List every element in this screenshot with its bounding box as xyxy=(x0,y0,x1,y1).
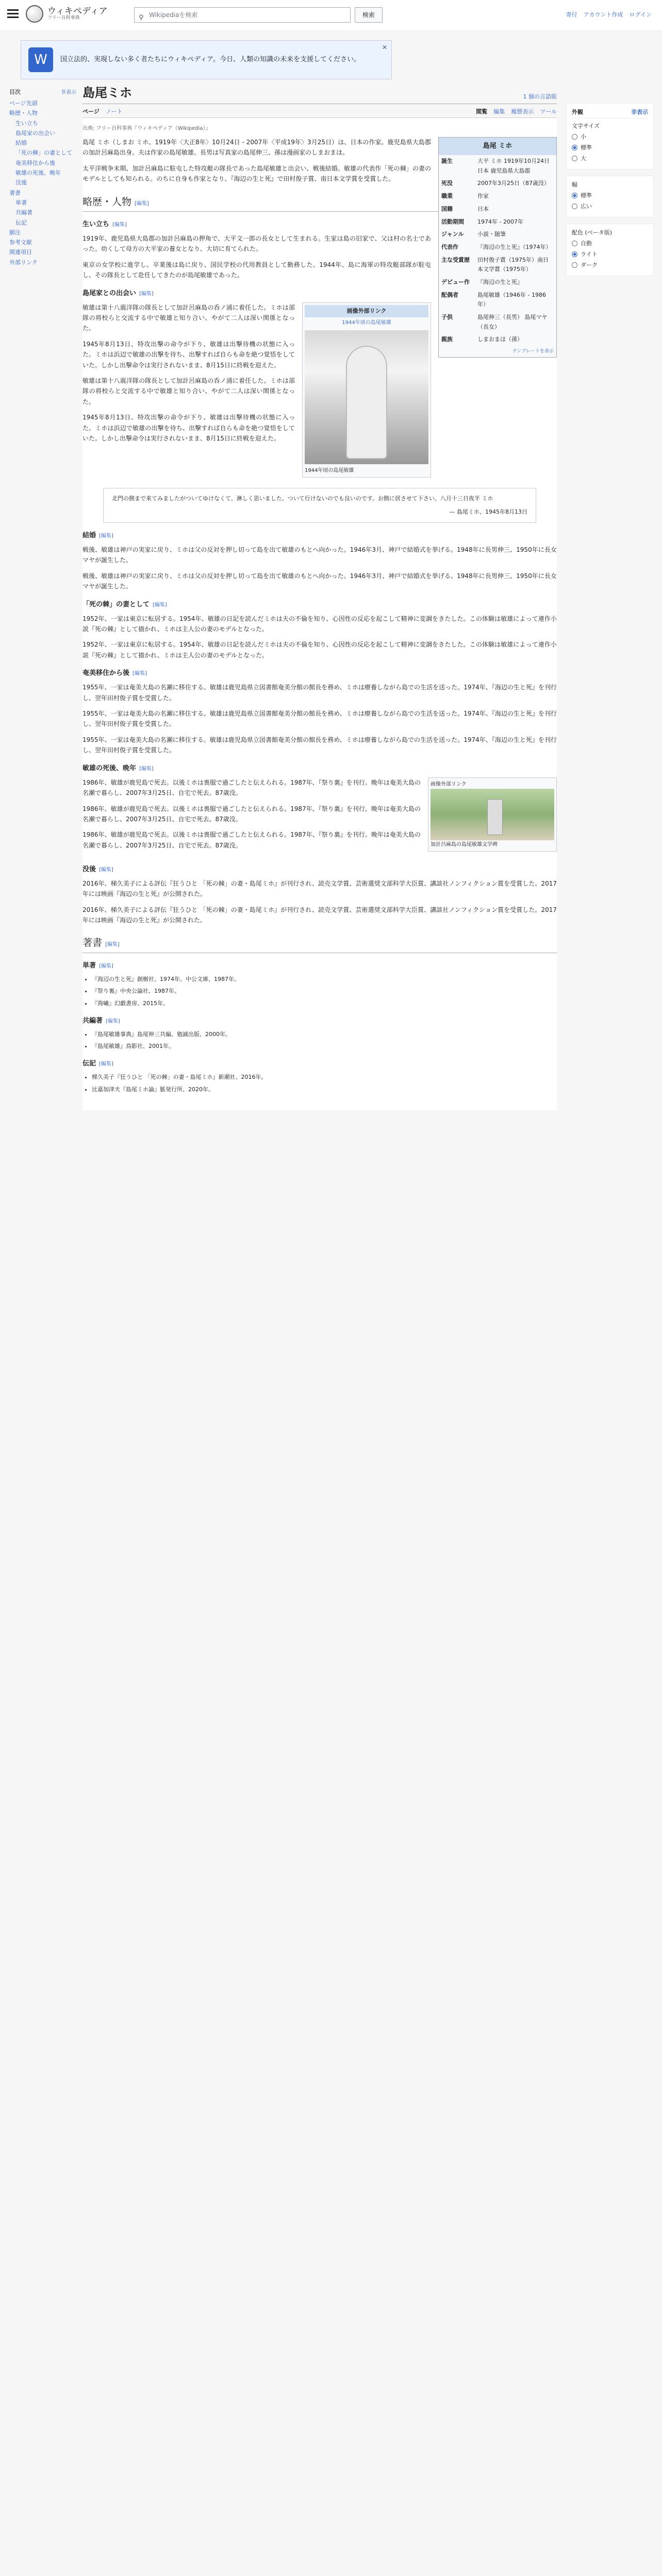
infobox-row xyxy=(439,333,556,346)
puzzle-icon: W xyxy=(28,47,53,72)
infobox-key: 国籍 xyxy=(441,205,453,212)
infobox-key: 親族 xyxy=(441,336,453,343)
infobox-row xyxy=(439,276,556,289)
infobox-row xyxy=(439,241,556,254)
edit-link[interactable]: [編集] xyxy=(99,963,113,969)
section-heading-coed: 共編著 [編集] xyxy=(82,1016,120,1025)
menu-icon[interactable] xyxy=(7,9,19,19)
infobox-row xyxy=(439,190,556,203)
external-image-box-2 xyxy=(428,777,557,852)
paragraph: 敏雄は第十八震洋隊の隊長として加計呂麻島の呑ノ浦に着任した。ミホは部隊の将校らと交流する中で敏雄と知り合い、やがて二人は深い関係となった。 xyxy=(82,377,295,405)
tab-page[interactable]: ページ xyxy=(82,108,100,115)
image-caption: 1944年頃の島尾敏雄 xyxy=(305,468,354,474)
edit-link[interactable]: [編集] xyxy=(105,942,120,948)
page-tabs xyxy=(82,107,557,118)
section-heading-birth: 生い立ち [編集] xyxy=(82,220,127,228)
stele-image[interactable] xyxy=(431,789,554,840)
wordmark: ウィキペディア フリー百科事典 xyxy=(47,6,108,21)
source-note: 出典: フリー百科事典『ウィキペディア（Wikipedia）』 xyxy=(82,126,211,131)
paragraph: 1952年、一家は東京に転居する。1954年、敏雄の日記を読んだミホは夫の不倫を知り、心因性の反応を起こして精神に変調をきたした。この体験は敏雄によって連作小説『死の棘』として描かれ、ミホは主人公の妻のモデルとなった。 xyxy=(82,615,557,633)
section-heading-works: 著書 [編集] xyxy=(82,935,557,953)
paragraph: 1986年、敏雄が鹿児島で死去。以後ミホは喪服で過ごしたと伝えられる。1987年、『祭り裏』を刊行。晩年は奄美大島の名瀬で暮らし、2007年3月25日、自宅で死去。87歳没。 xyxy=(82,778,421,797)
paragraph: 1986年、敏雄が鹿児島で死去。以後ミホは喪服で過ごしたと伝えられる。1987年、『祭り裏』を刊行。晩年は奄美大島の名瀬で暮らし、2007年3月25日、自宅で死去。87歳没。 xyxy=(82,805,421,823)
article-body xyxy=(82,118,557,1110)
list-item: • 『海嘯』幻戯書房、2015年。 xyxy=(92,999,557,1008)
donate-link[interactable]: 寄付 xyxy=(566,11,577,18)
edit-link[interactable]: [編集] xyxy=(106,1018,120,1024)
toc-item[interactable]: 外部リンク xyxy=(9,259,38,266)
text-size-label: 文字サイズ xyxy=(572,123,600,129)
intro-paragraph-2: 太平洋戦争末期、加計呂麻島に駐屯した特攻艇の隊長であった島尾敏雄と出会い、戦後結婚。敏雄の代表作「死の棘」の妻のモデルとしても知られる。のちに自身も作家となり、『海辺の生と死』で田村俊子賞、南日本文学賞を受賞した。 xyxy=(82,164,431,183)
infobox-value: 小説・随筆 xyxy=(477,231,506,238)
paragraph: 1986年、敏雄が鹿児島で死去。以後ミホは喪服で過ごしたと伝えられる。1987年、『祭り裏』を刊行。晩年は奄美大島の名瀬で暮らし、2007年3月25日、自宅で死去。87歳没。 xyxy=(82,831,421,849)
toc-item[interactable]: 生い立ち xyxy=(15,120,38,127)
list-item: • 比嘉加津夫『島尾ミホ論』脈発行所、2020年。 xyxy=(92,1085,557,1094)
section-heading-amami: 奄美移住から後 [編集] xyxy=(82,669,147,677)
list-item: • 『島尾敏雄』鳥影社、2001年。 xyxy=(92,1042,557,1051)
paragraph: 1955年、一家は奄美大島の名瀬に移住する。敏雄は鹿児島県立図書館奄美分館の館長を務め、ミホは療養しながら島での生活を送った。1974年、『海辺の生と死』を刊行し、翌年田村俊子賞を受賞した。 xyxy=(82,710,557,728)
toc-item[interactable]: 共編著 xyxy=(15,209,32,216)
infobox-value: 島尾敏雄（1946年 - 1986年） xyxy=(477,291,546,308)
text-size-option-small[interactable]: 小 xyxy=(572,132,648,141)
infobox-value: 『海辺の生と死』 xyxy=(477,278,523,285)
paragraph: 1945年8月13日、特攻出撃の命令が下り、敏雄は出撃待機の状態に入った。ミホは浜辺で敏雄の出撃を待ち、出撃すれば自らも命を絶つ覚悟をしていた。しかし出撃命令は実行されないまま、8月15日に終戦を迎えた。 xyxy=(82,414,295,442)
toc-item[interactable]: 島尾家の出会い xyxy=(15,129,55,137)
paragraph: 2016年、梯久美子による評伝『狂うひと 「死の棘」の妻・島尾ミホ』が刊行され、読売文学賞、芸術選奨文部科学大臣賞、講談社ノンフィクション賞を受賞した。2017年には映画『海辺の生と死』が公開された。 xyxy=(82,906,557,924)
color-option-dark[interactable]: ダーク xyxy=(572,261,648,269)
donation-banner xyxy=(21,40,392,79)
login-link[interactable]: ログイン xyxy=(629,11,652,18)
image-box-header: 画像外部リンク xyxy=(305,305,428,318)
infobox-value: 大平 ミホ 1919年10月24日 日本 鹿児島県大島郡 xyxy=(477,158,550,174)
list-item: • 『海辺の生と死』創樹社、1974年。中公文庫、1987年。 xyxy=(92,975,557,984)
width-option-standard[interactable]: 標準 xyxy=(572,191,648,199)
paragraph: 1952年、一家は東京に転居する。1954年、敏雄の日記を読んだミホは夫の不倫を知り、心因性の反応を起こして精神に変調をきたした。この体験は敏雄によって連作小説『死の棘』として描かれ、ミホは主人公の妻のモデルとなった。 xyxy=(82,641,557,659)
toc-header: 目次 非表示 xyxy=(9,89,76,95)
infobox-key: 代表作 xyxy=(441,243,458,250)
paragraph: 1945年8月13日、特攻出撃の命令が下り、敏雄は出撃待機の状態に入った。ミホは浜辺で敏雄の出撃を待ち、出撃すれば自らも命を絶つ覚悟をしていた。しかし出撃命令は実行されないまま、8月15日に終戦を迎えた。 xyxy=(82,340,295,369)
main-content xyxy=(82,82,557,1110)
infobox-key: 死没 xyxy=(441,180,453,187)
image-box-header: 画像外部リンク xyxy=(431,781,467,787)
appearance-panel xyxy=(566,103,654,282)
tab-tools[interactable]: ツール xyxy=(540,108,557,115)
toc-item[interactable]: 敏雄の死後、晩年 xyxy=(15,170,61,177)
paragraph: 東京の女学校に進学し、卒業後は島に戻り、国民学校の代用教員として勤務した。1944年、島に海軍の特攻艇部隊が駐屯し、その隊長として赴任してきたのが島尾敏雄であった。 xyxy=(82,261,431,279)
toc-item[interactable]: 結婚 xyxy=(15,140,27,147)
wikipedia-globe-icon xyxy=(26,5,43,23)
paragraph: 2016年、梯久美子による評伝『狂うひと 「死の棘」の妻・島尾ミホ』が刊行され、読売文学賞、芸術選奨文部科学大臣賞、講談社ノンフィクション賞を受賞した。2017年には映画『海辺の生と死』が公開された。 xyxy=(82,879,557,898)
image-caption: 加計呂麻島の島尾敏雄文学碑 xyxy=(431,841,498,848)
edit-link[interactable]: [編集] xyxy=(133,671,147,677)
appearance-hide-button[interactable]: 非表示 xyxy=(631,109,648,115)
section-heading-biography: 伝記 [編集] xyxy=(82,1059,113,1067)
toc-item[interactable]: 単著 xyxy=(15,199,27,206)
text-size-option-large[interactable]: 大 xyxy=(572,154,648,162)
quote-source: — 島尾ミホ、1945年8月13日 xyxy=(449,509,527,516)
intro-paragraph: 島尾 ミホ（しまお ミホ、1919年〈大正8年〉10月24日 - 2007年〈平成19年〉3月25日）は、日本の作家。鹿児島県大島郡の加計呂麻島出身。夫は作家の島尾敏雄、長男は写真家の島尾伸三、孫は漫画家のしまおまほ。 xyxy=(82,139,431,157)
infobox-value: 島尾伸三（長男） 島尾マヤ（長女） xyxy=(477,314,548,330)
edit-link[interactable]: [編集] xyxy=(139,766,154,772)
toc-item[interactable]: 奄美移住から後 xyxy=(15,159,55,166)
toc-item[interactable]: ページ先頭 xyxy=(9,100,38,107)
width-label: 幅 xyxy=(572,181,577,188)
edit-link[interactable]: [編集] xyxy=(99,867,113,873)
user-links xyxy=(566,10,652,19)
toc-item[interactable]: 略歴・人物 xyxy=(9,110,38,117)
close-icon[interactable]: ✕ xyxy=(382,44,387,51)
works-list xyxy=(82,975,557,1008)
banner-text: 国立法的、実現しない多く者たちにウィキペディア。今日、人類の知識の未来を支援してください。 xyxy=(60,56,361,64)
infobox-row xyxy=(439,155,556,177)
quote-block xyxy=(103,488,536,523)
section-heading-marriage: 結婚 [編集] xyxy=(82,531,113,539)
image-box-link[interactable]: 1944年頃の島尾敏雄 xyxy=(342,320,391,326)
edit-link[interactable]: [編集] xyxy=(99,533,113,539)
infobox-title: 島尾 ミホ xyxy=(439,138,556,155)
paragraph: 1919年、鹿児島県大島郡の加計呂麻島の押角で、大平文一郎の長女として生まれる。生家は島の旧家で、父は村の名士であった。幼くして母方の大平家の養女となり、大切に育てられた。 xyxy=(82,234,431,253)
infobox-value: 1974年 - 2007年 xyxy=(477,218,523,225)
paragraph: 敏雄は第十八震洋隊の隊長として加計呂麻島の呑ノ浦に着任した。ミホは部隊の将校らと交流する中で敏雄と知り合い、やがて二人は深い関係となった。 xyxy=(82,303,295,332)
edit-link[interactable]: [編集] xyxy=(112,222,127,228)
section-heading-death: 没後 [編集] xyxy=(82,865,113,873)
infobox-footer-link[interactable]: テンプレートを表示 xyxy=(512,349,554,354)
biography-list xyxy=(82,1073,557,1094)
section-heading-meet: 島尾家との出会い [編集] xyxy=(82,289,154,297)
infobox-value: 田村俊子賞（1975年）南日本文学賞（1975年） xyxy=(477,256,549,273)
infobox-key: 活動期間 xyxy=(441,218,464,225)
paragraph: 戦後、敏雄は神戸の実家に戻り、ミホは父の反対を押し切って島を出て敏雄のもとへ向かった。1946年3月、神戸で結婚式を挙げる。1948年に長男伸三、1950年に長女マヤが誕生した。 xyxy=(82,572,557,590)
infobox-row xyxy=(439,177,556,190)
infobox-row xyxy=(439,254,556,276)
coed-list xyxy=(82,1030,557,1051)
toc-item[interactable]: 伝記 xyxy=(15,219,27,226)
edit-link[interactable]: [編集] xyxy=(99,1061,113,1067)
toc-hide-button[interactable]: 非表示 xyxy=(61,90,76,95)
width-option-wide[interactable]: 広い xyxy=(572,202,648,210)
infobox-row xyxy=(439,203,556,216)
section-heading-single: 単著 [編集] xyxy=(82,961,113,970)
list-item: • 『島尾敏雄事典』島尾伸三共編、勉誠出版、2000年。 xyxy=(92,1030,557,1039)
infobox-key: 配偶者 xyxy=(441,291,458,298)
paragraph: 1955年、一家は奄美大島の名瀬に移住する。敏雄は鹿児島県立図書館奄美分館の館長を務め、ミホは療養しながら島での生活を送った。1974年、『海辺の生と死』を刊行し、翌年田村俊子賞を受賞した。 xyxy=(82,684,557,702)
section-heading-shinotoge: 「死の棘」の妻として [編集] xyxy=(82,600,167,608)
infobox-row xyxy=(439,228,556,241)
paragraph: 1955年、一家は奄美大島の名瀬に移住する。敏雄は鹿児島県立図書館奄美分館の館長を務め、ミホは療養しながら島での生活を送った。1974年、『海辺の生と死』を刊行し、翌年田村俊子賞を受賞した。 xyxy=(82,736,557,754)
page-title: 島尾ミホ xyxy=(82,85,132,100)
infobox-value: 2007年3月25日（87歳没） xyxy=(477,180,550,187)
search-input[interactable]: ⚲ Wikipediaを検索 xyxy=(134,7,351,23)
edit-link[interactable]: [編集] xyxy=(139,291,154,297)
toc-item[interactable]: 没後 xyxy=(15,179,27,187)
color-label: 配色 (ベータ版) xyxy=(572,229,613,236)
toc-item[interactable]: 「死の棘」の妻として xyxy=(15,149,72,157)
infobox-row xyxy=(439,311,556,333)
site-logo[interactable] xyxy=(26,5,108,23)
infobox-key: ジャンル xyxy=(441,231,464,238)
portrait-image[interactable] xyxy=(305,330,428,464)
infobox-key: デビュー作 xyxy=(441,278,470,285)
tab-history[interactable]: 履歴表示 xyxy=(511,108,534,115)
tab-talk[interactable]: ノート xyxy=(105,108,123,115)
list-item: • 梯久美子『狂うひと 「死の棘」の妻・島尾ミホ』新潮社、2016年。 xyxy=(92,1073,557,1082)
infobox-row xyxy=(439,216,556,229)
section-heading-after: 敏雄の死後、晩年 [編集] xyxy=(82,764,154,772)
text-size-option-standard[interactable]: 標準 xyxy=(572,143,648,151)
toc-item[interactable]: 脚注 xyxy=(9,229,21,236)
top-header xyxy=(0,0,662,31)
search-button[interactable]: 検索 xyxy=(355,7,383,23)
infobox-row xyxy=(439,289,556,311)
infobox-value: 作家 xyxy=(477,193,489,200)
toc-item[interactable]: 参考文献 xyxy=(9,239,32,246)
language-button[interactable]: 1 個の言語版 xyxy=(523,93,557,100)
infobox xyxy=(438,137,557,358)
quote-text: 北門の側まで来てみましたがついてゆけなくて、淋しく思いました。ついて行けないのでも良いのです。お側に居させて下さい。八月十三日夜半 ミホ xyxy=(112,495,493,502)
list-item: • 『祭り裏』中央公論社、1987年。 xyxy=(92,987,557,996)
color-option-light[interactable]: ライト xyxy=(572,250,648,258)
search-icon: ⚲ xyxy=(139,14,144,22)
infobox-value: 日本 xyxy=(477,205,489,212)
infobox-key: 主な受賞歴 xyxy=(441,256,470,263)
infobox-key: 誕生 xyxy=(441,158,453,165)
tab-edit[interactable]: 編集 xyxy=(493,108,505,115)
edit-link[interactable]: [編集] xyxy=(153,602,167,608)
toc-item[interactable]: 著書 xyxy=(9,189,21,196)
edit-link[interactable]: [編集] xyxy=(135,200,149,207)
infobox-key: 子供 xyxy=(441,314,453,321)
create-account-link[interactable]: アカウント作成 xyxy=(583,11,623,18)
appearance-title: 外観 xyxy=(572,109,583,115)
section-heading-bio: 略歴・人物 [編集] xyxy=(82,194,557,212)
table-of-contents xyxy=(9,88,76,269)
infobox-key: 職業 xyxy=(441,193,453,200)
infobox-value: しまおまほ（孫） xyxy=(477,336,523,343)
external-image-box xyxy=(302,302,431,478)
toc-item[interactable]: 関連項目 xyxy=(9,249,32,256)
paragraph: 戦後、敏雄は神戸の実家に戻り、ミホは父の反対を押し切って島を出て敏雄のもとへ向かった。1946年3月、神戸で結婚式を挙げる。1948年に長男伸三、1950年に長女マヤが誕生した。 xyxy=(82,546,557,564)
tab-read[interactable]: 閲覧 xyxy=(476,108,488,115)
color-option-auto[interactable]: 自動 xyxy=(572,239,648,247)
infobox-value: 『海辺の生と死』（1974年） xyxy=(477,243,552,250)
